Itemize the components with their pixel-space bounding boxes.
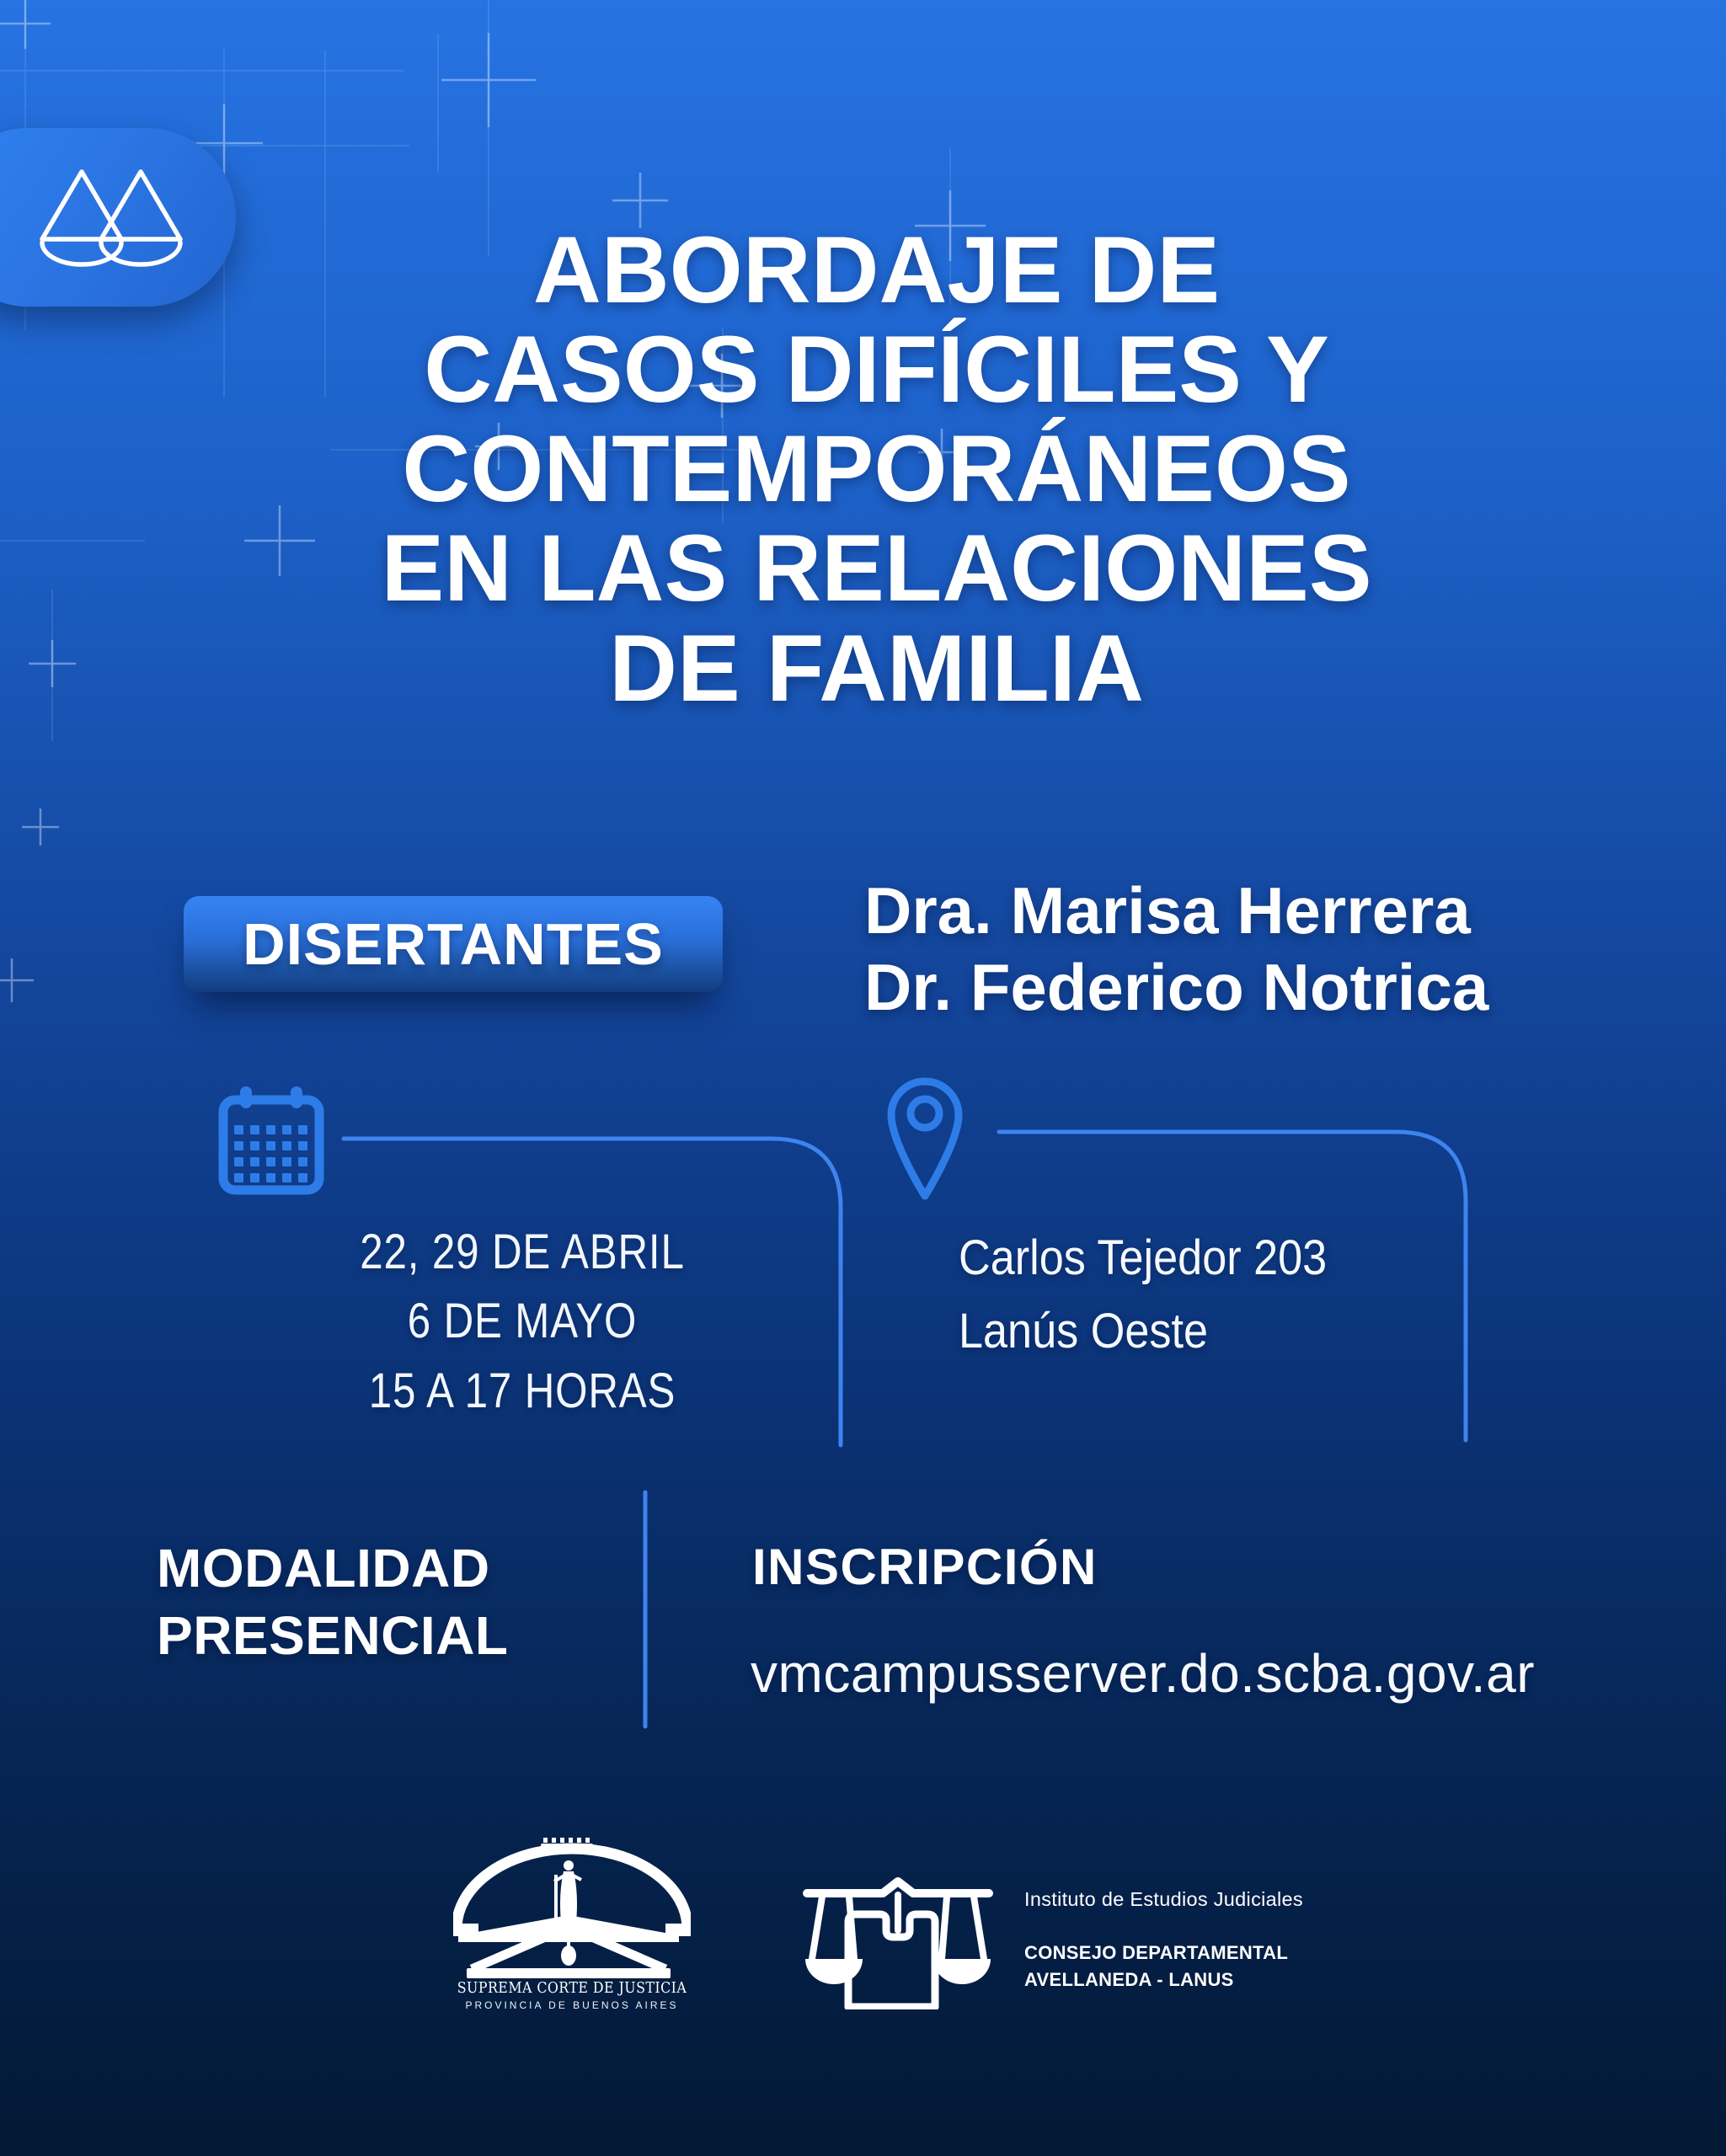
scales-of-justice-logo	[799, 1871, 997, 2009]
registration-url: vmcampusserver.do.scba.gov.ar	[751, 1643, 1536, 1704]
speakers-badge	[184, 896, 723, 992]
location-pin-icon	[884, 1076, 965, 1203]
modality-text	[157, 1534, 509, 1669]
modality-line-1: MODALIDAD	[157, 1538, 490, 1598]
schedule-line-1: 22, 29 DE ABRIL	[360, 1225, 685, 1279]
venue-text	[959, 1221, 1327, 1368]
supreme-court-subtitle: PROVINCIA DE BUENOS AIRES	[465, 1999, 679, 2011]
schedule-text	[293, 1218, 751, 1426]
registration-label: INSCRIPCIÓN	[752, 1539, 1098, 1595]
schedule-line-2: 6 DE MAYO	[407, 1294, 638, 1349]
supreme-court-logo	[453, 1838, 691, 1979]
institute-council: CONSEJO DEPARTAMENTAL	[1024, 1942, 1289, 1963]
title-line-2: CASOS DIFÍCILES Y	[424, 317, 1329, 423]
supreme-court-name: SUPREMA CORTE DE JUSTICIA	[457, 1979, 687, 1997]
modality-line-2: PRESENCIAL	[157, 1605, 509, 1666]
speaker-name-1: Dra. Marisa Herrera	[864, 873, 1471, 947]
venue-line-2: Lanús Oeste	[959, 1304, 1209, 1358]
venue-line-1: Carlos Tejedor 203	[959, 1230, 1328, 1285]
institute-name: Instituto de Estudios Judiciales	[1024, 1888, 1303, 1910]
speaker-name-2: Dr. Federico Notrica	[864, 950, 1489, 1025]
event-title	[0, 217, 1726, 721]
title-line-3: CONTEMPORÁNEOS	[402, 416, 1351, 522]
title-line-4: EN LAS RELACIONES	[381, 515, 1372, 622]
title-line-5: DE FAMILIA	[609, 615, 1144, 721]
institute-district: AVELLANEDA - LANUS	[1024, 1969, 1234, 1990]
speakers-badge-label: DISERTANTES	[243, 911, 664, 977]
schedule-line-3: 15 A 17 HORAS	[368, 1363, 676, 1418]
calendar-icon	[217, 1085, 325, 1196]
title-line-1: ABORDAJE DE	[532, 217, 1221, 323]
justice-statue	[554, 1860, 581, 1922]
speaker-names	[864, 873, 1488, 1027]
